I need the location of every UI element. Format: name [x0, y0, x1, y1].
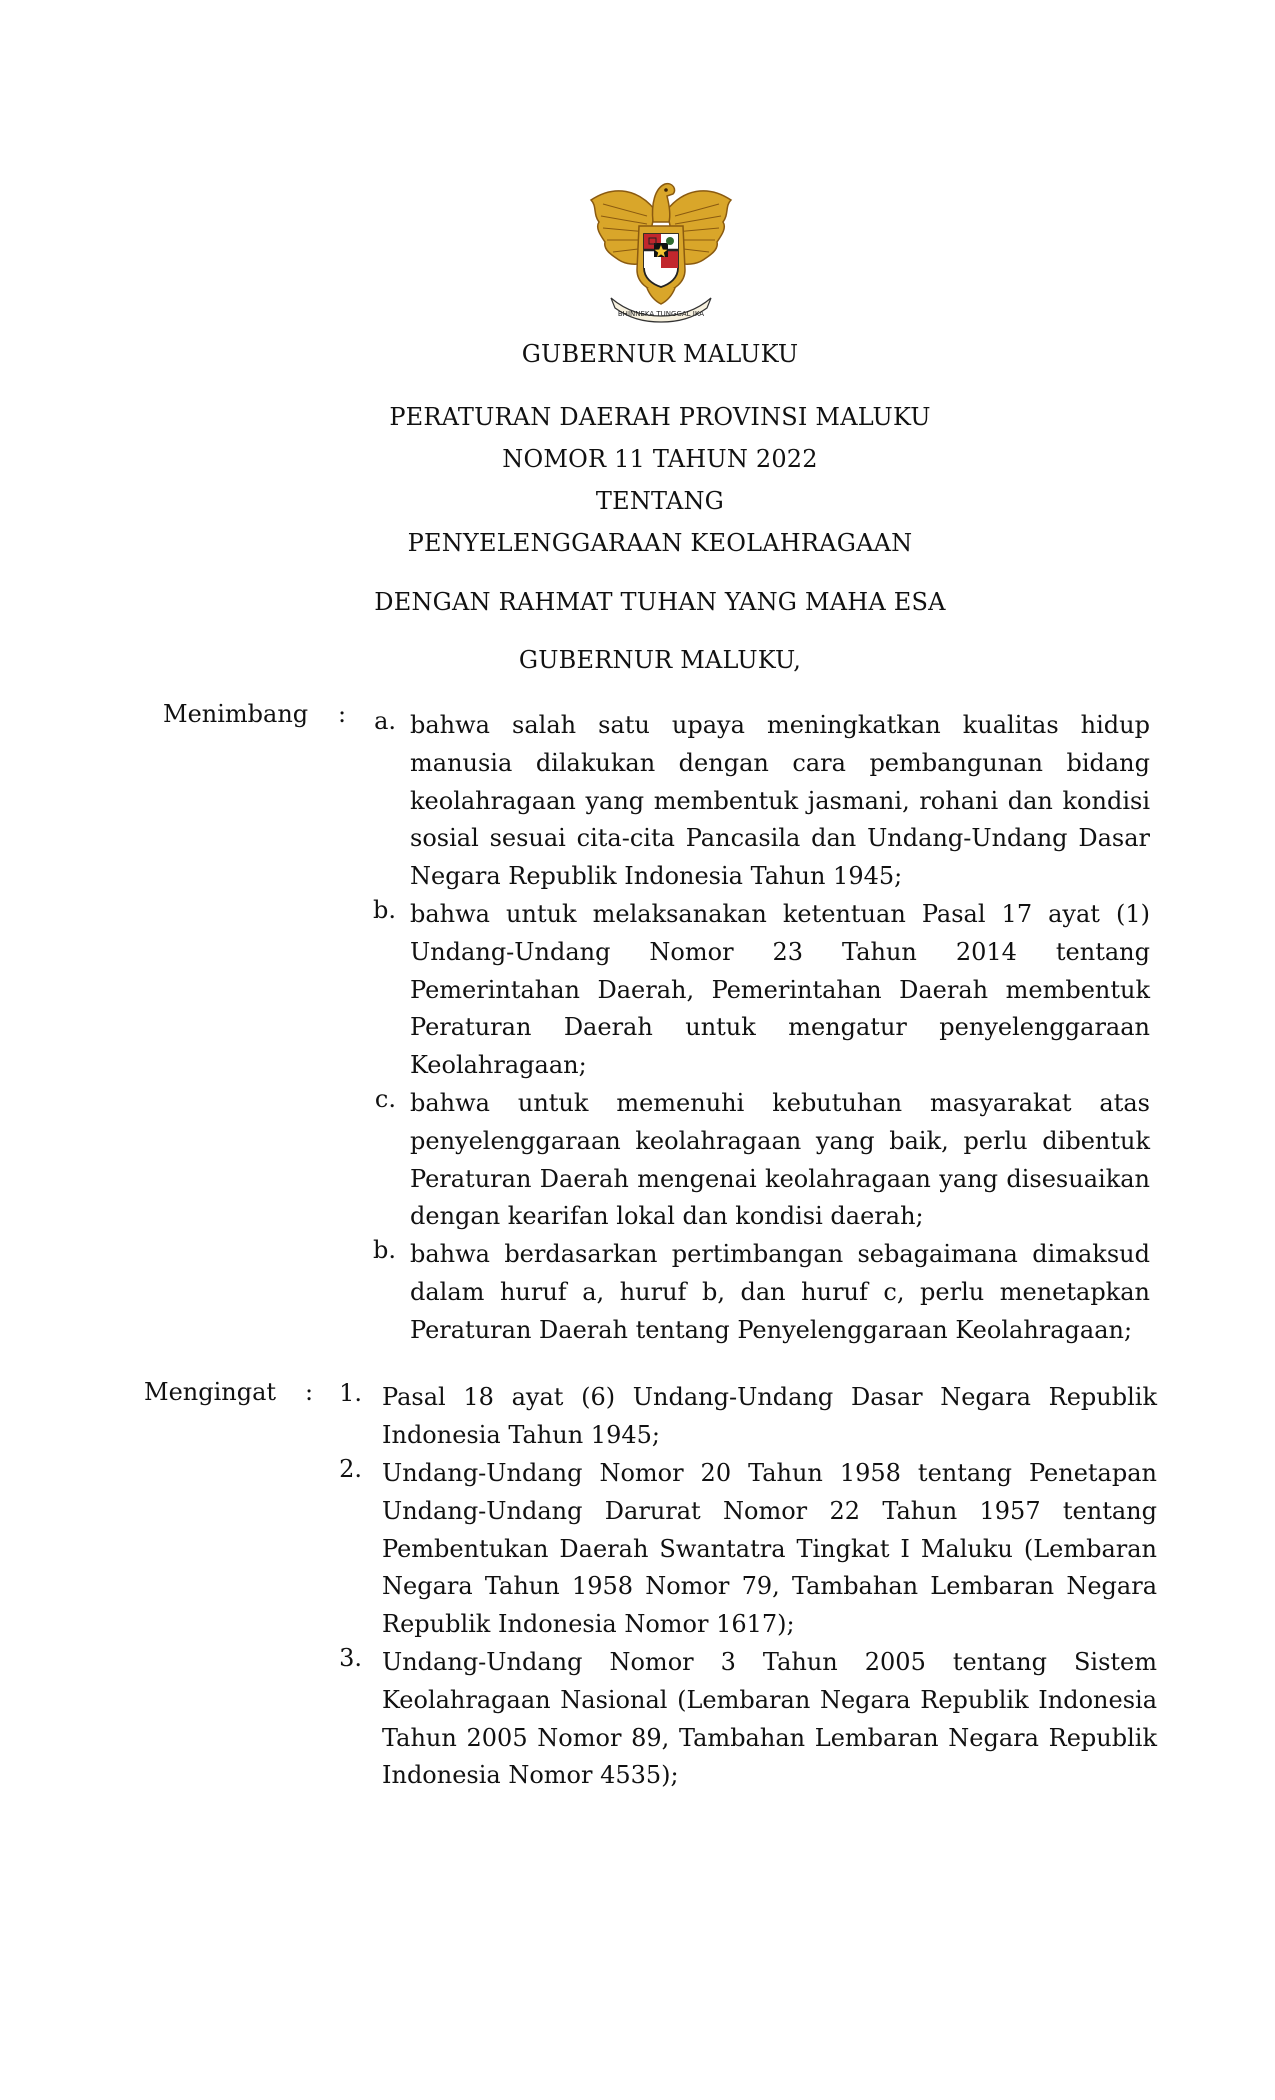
regulation-type: PERATURAN DAERAH PROVINSI MALUKU [389, 403, 931, 431]
menimbang-item-b: bahwa untuk melaksanakan ketentuan Pasal 17 ayat (1) Undang-Undang Nomor 23 Tahun 2014 tentang Pemerintahan Daerah, Pemerintahan Daerah membentuk Peraturan Daerah untuk mengatur penyelenggaraan Keolahragaan; [410, 900, 1150, 1080]
emblem-motto: BHINNEKA TUNGGAL IKA [617, 310, 705, 318]
mengingat-item-3: Undang-Undang Nomor 3 Tahun 2005 tentang Sistem Keolahragaan Nasional (Lembaran Negara Republik Indonesia Tahun 2005 Nomor 89, Tambahan Lembaran Negara Republik Indonesia Nomor 4535); [382, 1648, 1157, 1790]
issuer-heading: GUBERNUR MALUKU [521, 340, 799, 368]
menimbang-item-c: bahwa untuk memenuhi kebutuhan masyarakat atas penyelenggaraan keolahragaan yang baik, perlu dibentuk Peraturan Daerah mengenai keolahragaan yang disesuaikan dengan kearifan lokal dan kondisi daerah; [410, 1089, 1150, 1231]
menimbang-marker-d: b. [373, 1236, 396, 1264]
mengingat-item-2: Undang-Undang Nomor 20 Tahun 1958 tentang Penetapan Undang-Undang Darurat Nomor 22 Tahun 1957 tentang Pembentukan Daerah Swantatra Tingkat I Maluku (Lembaran Negara Tahun 1958 Nomor 79, Tambahan Lembaran Negara Republik Indonesia Nomor 1617); [382, 1459, 1157, 1639]
menimbang-colon: : [338, 700, 347, 728]
regulation-subject: PENYELENGGARAAN KEOLAHRAGAAN [407, 529, 913, 557]
menimbang-marker-c: c. [374, 1085, 396, 1113]
menimbang-item-d: bahwa berdasarkan pertimbangan sebagaimana dimaksud dalam huruf a, huruf b, dan huruf c, perlu menetapkan Peraturan Daerah tentang Penyelenggaraan Keolahragaan; [410, 1240, 1150, 1344]
mengingat-colon: : [305, 1378, 314, 1406]
regulation-number: NOMOR 11 TAHUN 2022 [502, 445, 818, 473]
about-heading: TENTANG [595, 487, 725, 515]
mengingat-marker-1: 1. [339, 1379, 362, 1407]
mengingat-label: Mengingat [144, 1378, 277, 1406]
menimbang-label: Menimbang [163, 700, 309, 728]
menimbang-marker-b: b. [373, 896, 396, 924]
menimbang-item-a: bahwa salah satu upaya meningkatkan kualitas hidup manusia dilakukan dengan cara pembangunan bidang keolahragaan yang membentuk jasmani, rohani dan kondisi sosial sesuai cita-cita Pancasila dan Undang-Undang Dasar Negara Republik Indonesia Tahun 1945; [410, 711, 1150, 891]
menimbang-marker-a: a. [374, 707, 396, 735]
invocation: DENGAN RAHMAT TUHAN YANG MAHA ESA [374, 588, 946, 616]
mengingat-item-1: Pasal 18 ayat (6) Undang-Undang Dasar Negara Republik Indonesia Tahun 1945; [382, 1383, 1157, 1449]
garuda-emblem-icon [581, 170, 741, 330]
mengingat-marker-2: 2. [339, 1455, 362, 1483]
issuer-heading-comma: GUBERNUR MALUKU, [518, 646, 802, 674]
mengingat-marker-3: 3. [339, 1644, 362, 1672]
